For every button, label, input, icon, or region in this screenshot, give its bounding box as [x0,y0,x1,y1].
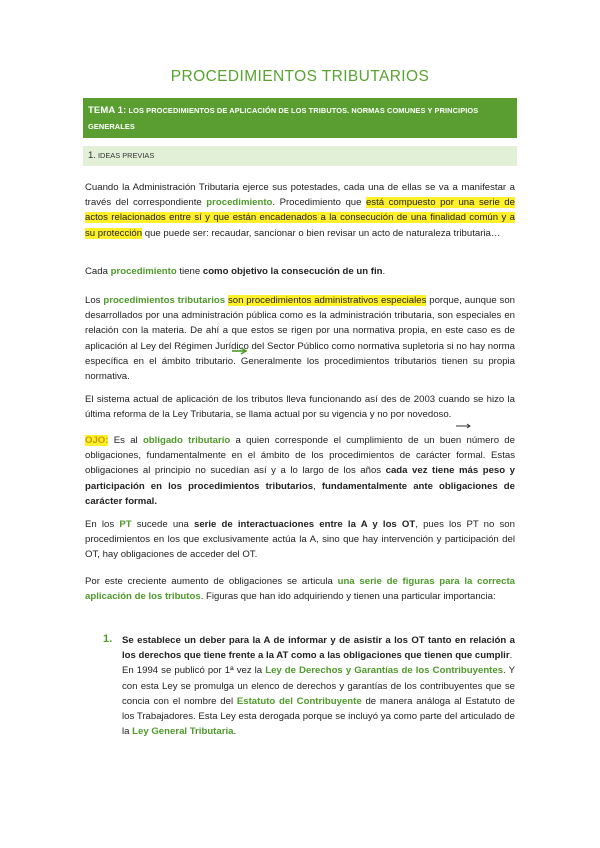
tema-title: LOS PROCEDIMIENTOS DE APLICACIÓN DE LOS TRIBUTOS. NORMAS COMUNES Y PRINCIPIOS GENERALES [88,106,479,131]
text-run: Cada [85,266,111,277]
paragraph-intro [85,180,515,241]
text-run: sucede una [131,519,194,530]
key-term: Estatuto del Contribuyente [236,695,362,707]
paragraph-special-procedures [85,293,515,384]
text-run: . [233,726,237,738]
bold-text: como objetivo la consecución de un fin [202,266,383,277]
text-run: . Figuras que han ido adquiriendo y tienen una particular importancia: [200,591,496,603]
key-term: procedimiento [110,266,177,277]
text-run: En 1994 se publicó por 1ª vez la [122,665,266,677]
text-run: En los [85,519,120,530]
list-item-heading [122,633,515,663]
text-run: . Y con esta Ley se promulga un elenco de derechos y garantías de los contribuyentes que se concia con el nombre del [122,665,515,707]
bold-text: serie de interactuaciones entre la A y los OT [193,519,416,530]
key-term: una serie de figuras para la correcta aplicación de los tributos [85,576,515,603]
key-term: Ley de Derechos y Garantías de los Contribuyentes [265,665,504,677]
text-run: que puede ser: recaudar, sancionar o bien revisar un acto de naturaleza tributaria… [142,227,501,239]
text-run: de manera análoga al Estatuto de los Trabajadores. Esta Ley esta derogada porque se incluyó ya como parte del articulado de la [122,695,516,738]
text-run: Es al [108,435,143,446]
text-run: Cuando la Administración Tributaria ejerce sus potestades, cada una de ellas se va a manifestar a través del correspondiente [85,182,515,209]
key-term: procedimiento [206,197,273,209]
text-run: , pues los PT no son procedimientos en los que exclusivamente actúa la A, sino que hay intervención y participación del OT, hay obligaciones de acceder del OT. [85,519,515,561]
arrow-annotation-icon [456,423,472,429]
bold-text: cada vez tiene más peso y participación en los procedimientos tributarios [85,465,515,492]
ojo-label: OJO: [85,435,109,446]
text-run: tiene [176,266,203,277]
paragraph-objective [85,264,515,279]
text-run: Los [85,295,104,306]
paragraph-current-system: El sistema actual de aplicación de los tributos lleva funcionando así des de 2003 cuando se hizo la última reforma de la Ley Tributaria, se llama actual por su vigencia y no por novedoso. [85,394,515,421]
highlighted-text: está compuesto por una serie de actos relacionados entre sí y que están encadenados a la consecución de una finalidad común y a su protección [85,197,515,239]
text-run: Por este creciente aumento de obligaciones se articula [85,576,338,587]
text-run: a quien corresponde el cumplimiento de un buen número de obligaciones, fundamentalmente en el ámbito de los procedimientos de carácter formal. Estas obligaciones al principio no sucedían así y a lo largo de los años [85,435,515,477]
tema-heading-bar [83,98,517,138]
key-term: procedimientos tributarios [103,295,226,306]
key-term: obligado tributario [142,435,231,446]
list-item-number: 1. [103,633,113,645]
text-run: porque, aunque son desarrollados por una administración pública como es la administración tributaria, son especiales en relación con la materia. De ahí a que estos se rigen por una normativa propia, en este caso es de aplicación al Ley del Régimen Jurídico del Sector Público como normativa supletoria si no hay norma específica en el ámbito tributario. Generalmente los procedimientos tributarios tienen su propia normativa. [85,295,515,383]
highlighted-text: son procedimientos administrativos especiales [227,295,427,306]
arrow-annotation-icon [232,347,248,355]
list-item [122,633,515,739]
document-title: PROCEDIMIENTOS TRIBUTARIOS [170,68,430,85]
key-term: PT [119,519,132,530]
key-term: Ley General Tributaria [132,726,234,738]
section-title: IDEAS PREVIAS [95,151,155,160]
paragraph-figures [85,574,515,604]
section-heading-bar [83,146,517,166]
paragraph-ojo-note [85,433,515,509]
text-run: . [382,266,386,277]
text-run: , [313,480,322,492]
paragraph-interactions [85,517,515,563]
list-item-body [122,663,515,739]
text-run: . Procedimiento que [272,197,366,209]
section-number: 1. [88,150,96,161]
bold-text: Se establece un deber para la A de informar y de asistir a los OT tanto en relación a los derechos que tiene frente a la AT como a las obligaciones que tienen que cumplir [122,635,515,662]
tema-number: TEMA 1: [88,105,127,116]
text-run: . [509,650,513,662]
bold-text: fundamentalmente ante obligaciones de carácter formal. [85,480,515,507]
